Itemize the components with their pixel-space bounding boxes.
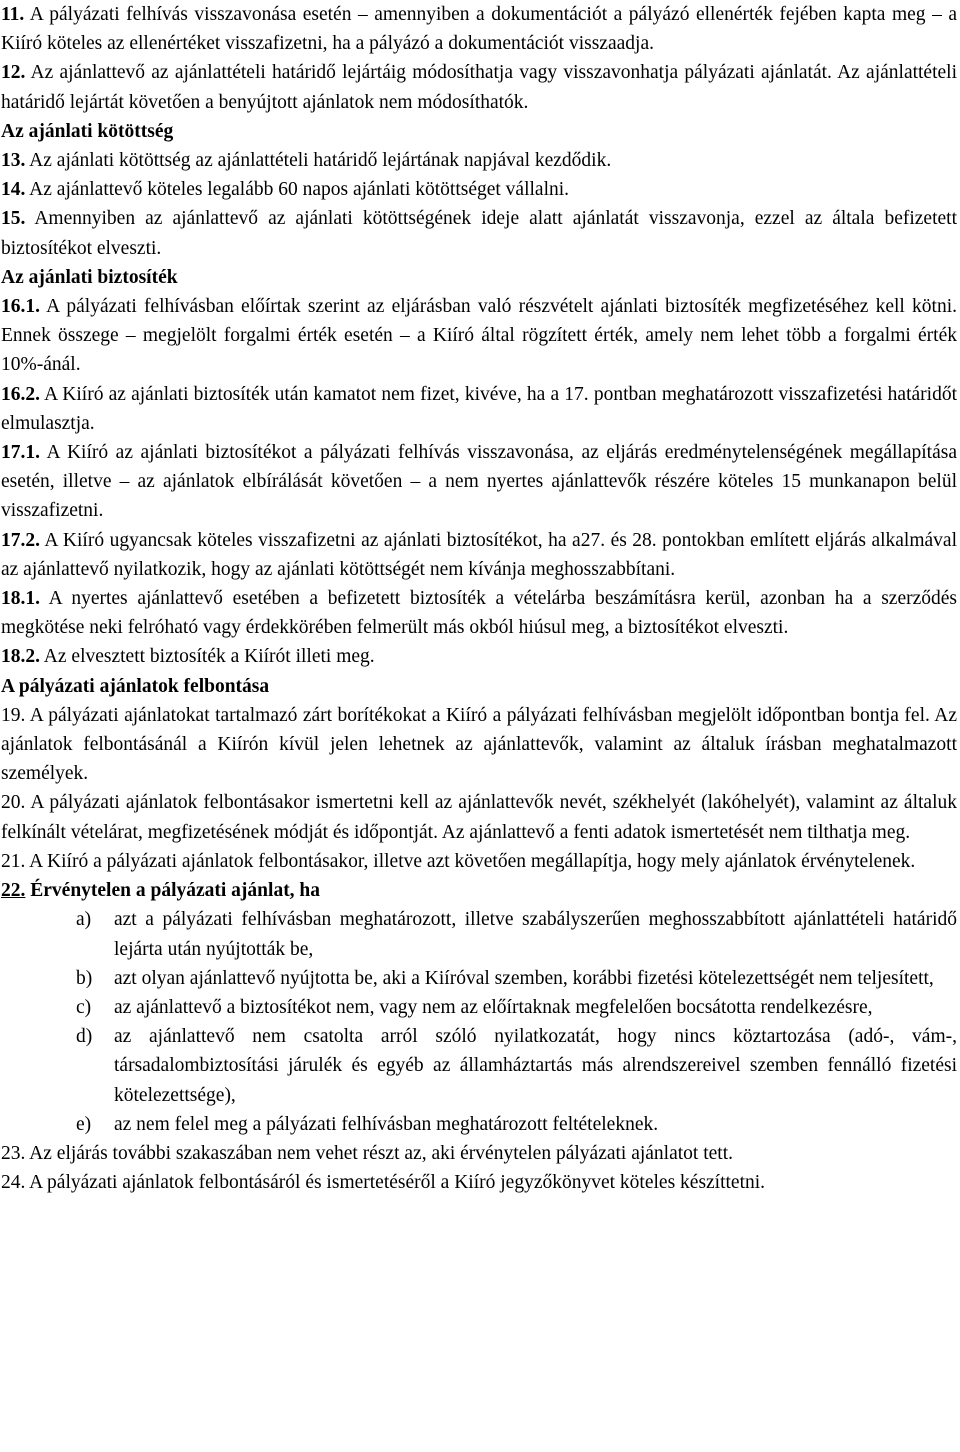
- paragraph-17-2: [1, 526, 957, 584]
- list-item: [1, 905, 957, 963]
- paragraph-number: 17.1.: [1, 442, 40, 464]
- paragraph-text: A Kiíró az ajánlati biztosíték után kamatot nem fizet, kivéve, ha a 17. pontban meghatározott visszafizetési határidőt elmulasztja.: [1, 383, 957, 434]
- paragraph-14: [1, 175, 957, 204]
- paragraph-number: 18.2.: [1, 646, 40, 668]
- paragraph-number: 11.: [1, 4, 25, 25]
- paragraph-text: Az ajánlattevő az ajánlattételi határidő lejártáig módosíthatja vagy visszavonhatja pályázati ajánlatát. Az ajánlattételi határidő lejártát követően a benyújtott ajánlatok nem módosíthatók.: [1, 62, 957, 113]
- invalidity-list: [1, 905, 957, 1139]
- list-item-text: az ajánlattevő nem csatolta arról szóló nyilatkozatát, hogy nincs köztartozása (adó-, vám-, társadalombiztosítási járulék és egyéb az államháztartás más alrendszereivel szemben fennálló fizetési kötelezettsége),: [114, 1026, 957, 1106]
- list-item-label: a): [76, 909, 92, 931]
- paragraph-15: [1, 204, 957, 262]
- list-item: [1, 1022, 957, 1110]
- paragraph-text: Az ajánlati kötöttség az ajánlattételi határidő lejártának napjával kezdődik.: [25, 150, 612, 172]
- list-item: [1, 1110, 957, 1139]
- paragraph-text: A nyertes ajánlattevő esetében a befizetett biztosíték a vételárba beszámításra kerül, azonban ha a szerződés megkötése neki felróható vagy érdekkörében felmerült más okból hiúsul meg, a biztosítékot elveszti.: [1, 588, 957, 639]
- paragraph-21: 21. A Kiíró a pályázati ajánlatok felbontásakor, illetve azt követően megállapítja, hogy mely ajánlatok érvénytelenek.: [1, 850, 916, 872]
- list-item-label: b): [76, 967, 93, 989]
- section-heading-kotottseg: Az ajánlati kötöttség: [1, 120, 174, 142]
- paragraph-11: [1, 0, 957, 58]
- paragraph-number: 17.2.: [1, 529, 40, 551]
- list-item-text: azt olyan ajánlattevő nyújtotta be, aki a Kiíróval szemben, korábbi fizetési kötelezettségét nem teljesített,: [114, 967, 934, 989]
- paragraph-13: [1, 146, 957, 175]
- paragraph-18-2: [1, 642, 957, 671]
- list-item: [1, 964, 957, 993]
- list-item-text: az ajánlattevő a biztosítékot nem, vagy nem az előírtaknak megfelelően bocsátotta rendelkezésre,: [114, 996, 873, 1018]
- paragraph-number: 22.: [1, 880, 26, 902]
- paragraph-text: Az elvesztett biztosíték a Kiírót illeti meg.: [40, 646, 375, 668]
- list-item-text: azt a pályázati felhívásban meghatározott, illetve szabályszerűen meghosszabbított ajánlattételi határidő lejárta után nyújtották be,: [114, 909, 957, 960]
- paragraph-18-1: [1, 584, 957, 642]
- list-item-label: e): [76, 1113, 92, 1135]
- paragraph-19: 19. A pályázati ajánlatokat tartalmazó zárt borítékokat a Kiíró a pályázati felhívásban megjelölt időpontban bontja fel. Az ajánlatok felbontásánál a Kiírón kívül jelen lehetnek az ajánlattevők, valamint az általuk írásban meghatalmazott személyek.: [1, 704, 957, 785]
- paragraph-text: Amennyiben az ajánlattevő az ajánlati kötöttségének ideje alatt ajánlatát visszavonja, ezzel az általa befizetett biztosítékot elveszti.: [1, 208, 957, 259]
- paragraph-text: A pályázati felhívás visszavonása esetén – amennyiben a dokumentációt a pályázó ellenérték fejében kapta meg – a Kiíró köteles az ellenértéket visszafizetni, ha a pályázó a dokumentációt visszaadja.: [1, 4, 957, 55]
- paragraph-number: 12.: [1, 62, 26, 84]
- list-item-label: c): [76, 996, 92, 1018]
- paragraph-number: 16.1.: [1, 296, 40, 318]
- list-item: [1, 993, 957, 1022]
- section-heading-biztositek: Az ajánlati biztosíték: [1, 266, 178, 288]
- paragraph-text: Az ajánlattevő köteles legalább 60 napos ajánlati kötöttséget vállalni.: [25, 179, 570, 201]
- paragraph-16-2: [1, 380, 957, 438]
- list-item-label: d): [76, 1026, 93, 1048]
- paragraph-number: 14.: [1, 179, 26, 201]
- paragraph-text: A pályázati felhívásban előírtak szerint az eljárásban való részvételt ajánlati biztosíték megfizetéséhez kell kötni. Ennek összege – megjelölt forgalmi érték esetén – a Kiíró által rögzített érték, amely nem lehet több a forgalmi érték 10%-ánál.: [1, 296, 957, 376]
- paragraph-number: 18.1.: [1, 588, 40, 610]
- paragraph-23: 23. Az eljárás további szakaszában nem vehet részt az, aki érvénytelen pályázati ajánlatot tett.: [1, 1142, 734, 1164]
- paragraph-12: [1, 58, 957, 116]
- paragraph-text: A Kiíró ugyancsak köteles visszafizetni az ajánlati biztosítékot, ha a27. és 28. pontokban említett eljárás alkalmával az ajánlattevő nyilatkozik, hogy az ajánlati kötöttségét nem kívánja meghosszabbítani.: [1, 529, 957, 580]
- paragraph-17-1: [1, 438, 957, 526]
- paragraph-number: 15.: [1, 208, 26, 230]
- paragraph-16-1: [1, 292, 957, 380]
- paragraph-number: 16.2.: [1, 383, 40, 405]
- list-item-text: az nem felel meg a pályázati felhívásban meghatározott feltételeknek.: [114, 1113, 659, 1135]
- paragraph-text: A Kiíró az ajánlati biztosítékot a pályázati felhívás visszavonása, az eljárás eredménytelenségének megállapítása esetén, illetve – az ajánlatok elbírálását követően – a nem nyertes ajánlattevők részére köteles 15 munkanapon belül visszafizetni.: [1, 442, 957, 522]
- section-heading-felbontas: A pályázati ajánlatok felbontása: [1, 675, 270, 697]
- paragraph-24: 24. A pályázati ajánlatok felbontásáról és ismertetéséről a Kiíró jegyzőkönyvet köteles készíttetni.: [1, 1172, 766, 1194]
- paragraph-number: 13.: [1, 150, 26, 172]
- paragraph-22-heading: [1, 876, 957, 905]
- paragraph-20: 20. A pályázati ajánlatok felbontásakor ismertetni kell az ajánlattevők nevét, székhelyét (lakóhelyét), valamint az általuk felkínált vételárat, megfizetésének módját és időpontját. Az ajánlattevő a fenti adatok ismertetését nem tilthatja meg.: [1, 792, 957, 843]
- paragraph-heading-text: Érvénytelen a pályázati ajánlat, ha: [25, 880, 321, 902]
